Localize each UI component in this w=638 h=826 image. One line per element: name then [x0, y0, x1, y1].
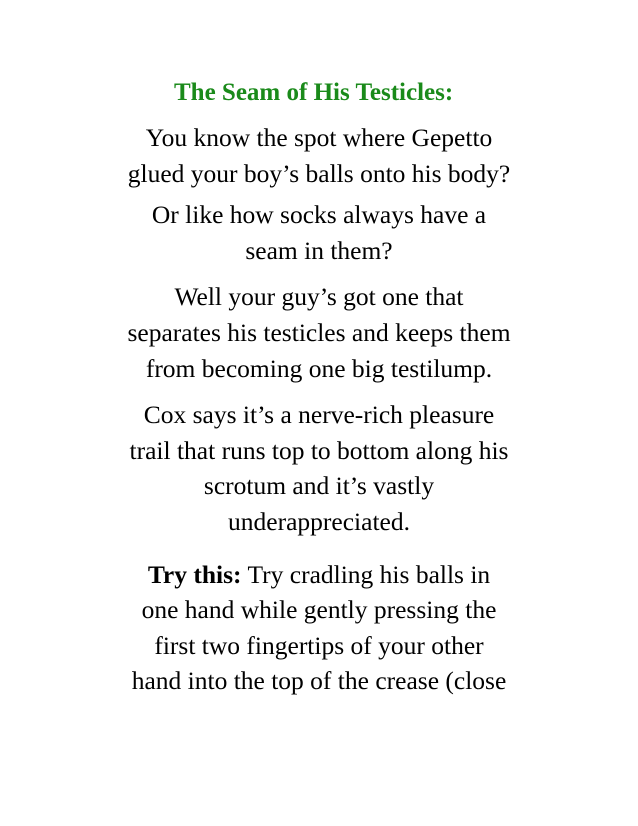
text-line: glued your boy’s balls onto his body?	[127, 158, 511, 188]
text-line: seam in them?	[245, 235, 393, 265]
paragraph-socks	[80, 197, 558, 268]
text-line: You know the spot where Gepetto	[145, 123, 493, 152]
text-line: scrotum and it’s vastly	[203, 471, 435, 501]
paragraph-gepetto	[80, 120, 558, 191]
text-line: first two fingertips of your other	[154, 630, 484, 660]
text-line: underappreciated.	[228, 506, 410, 536]
paragraph-try-this	[80, 557, 558, 699]
text-line: from becoming one big testilump.	[145, 353, 493, 383]
try-this-text: Try cradling his balls in	[241, 559, 491, 589]
text-line: Or like how socks always have a	[151, 200, 487, 230]
text-line: one hand while gently pressing the	[141, 595, 497, 625]
text-line: Well your guy’s got one that	[174, 282, 464, 312]
section-heading: The Seam of His Testicles:	[174, 79, 454, 106]
text-line: separates his testicles and keeps them	[127, 317, 511, 347]
paragraph-cox	[80, 397, 558, 539]
text-line	[80, 557, 558, 593]
text-line: Cox says it’s a nerve-rich pleasure	[143, 400, 495, 430]
document-body	[80, 120, 558, 699]
text-line: hand into the top of the crease (close	[131, 666, 507, 696]
paragraph-testilump	[80, 279, 558, 386]
try-this-label: Try this:	[147, 559, 242, 589]
text-line: trail that runs top to bottom along his	[129, 435, 509, 465]
